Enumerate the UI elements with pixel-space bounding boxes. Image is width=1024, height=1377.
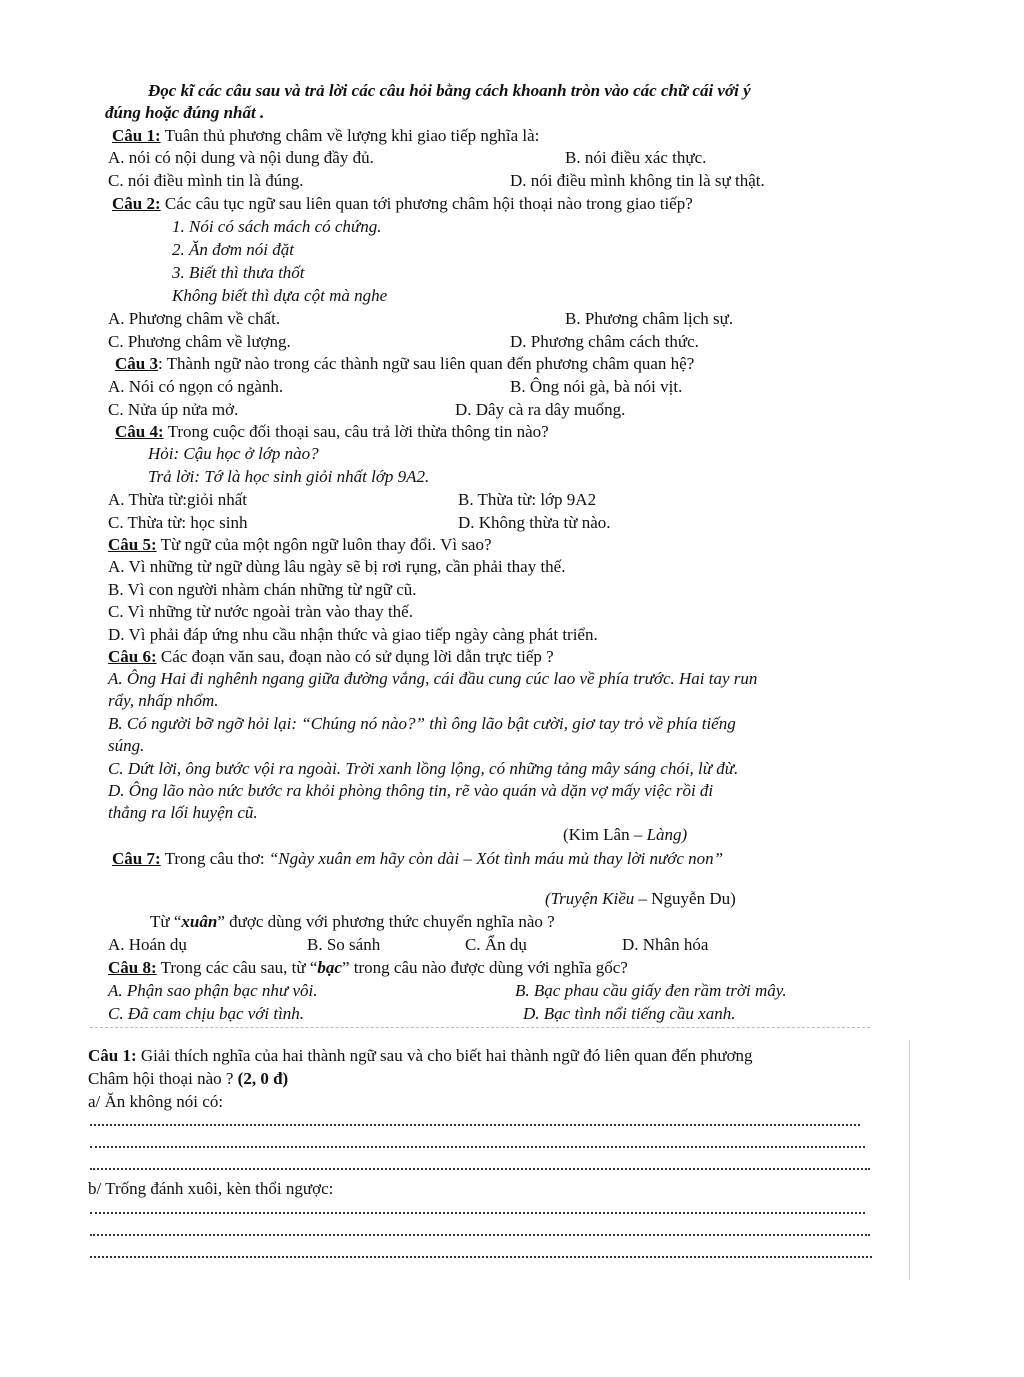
- q2-option-c: C. Phương châm về lượng.: [108, 332, 291, 351]
- q2-option-b: B. Phương châm lịch sự.: [565, 309, 734, 328]
- q6-option-a-line-2: rẩy, nhấp nhổm.: [108, 691, 219, 710]
- question-6-text: Các đoạn văn sau, đoạn nào có sử dụng lời dẫn trực tiếp ?: [156, 647, 554, 666]
- q4-dialogue-answer: Trả lời: Tớ là học sinh giỏi nhất lớp 9A2.: [148, 467, 430, 486]
- question-8-text-post: ” trong câu nào được dùng với nghĩa gốc?: [341, 958, 628, 977]
- q6-option-b-line-2: súng.: [108, 736, 145, 755]
- question-8-word: bạc: [317, 958, 342, 977]
- q2-proverb-3: 3. Biết thì thưa thốt: [172, 263, 305, 282]
- q4-option-d: D. Không thừa từ nào.: [458, 513, 611, 532]
- q7-source: [545, 888, 736, 910]
- q6-source-work: Làng): [646, 825, 688, 844]
- q5-option-a: A. Vì những từ ngữ dùng lâu ngày sẽ bị rơi rụng, cần phải thay thế.: [108, 557, 566, 576]
- question-5-label: Câu 5:: [108, 535, 157, 554]
- q2-option-a: A. Phương châm về chất.: [108, 309, 281, 328]
- question-8: [108, 957, 628, 979]
- instruction-line-2: đúng hoặc đúng nhất .: [105, 103, 265, 122]
- q3-option-c: C. Nửa úp nửa mở.: [108, 400, 239, 419]
- answer-line-b-3[interactable]: [90, 1256, 872, 1258]
- q4-option-b: B. Thừa từ: lớp 9A2: [458, 490, 597, 509]
- q7-stem-word: xuân: [181, 912, 218, 931]
- section-divider: [90, 1027, 870, 1028]
- question-7: [112, 848, 723, 870]
- q8-option-c: C. Đã cam chịu bạc với tình.: [108, 1004, 305, 1023]
- q7-stem: [150, 911, 555, 933]
- q7-source-author: – Nguyễn Du): [634, 889, 736, 908]
- question-1-label: Câu 1:: [112, 126, 161, 145]
- essay-question-text: Giải thích nghĩa của hai thành ngữ sau và cho biết hai thành ngữ đó liên quan đến phương: [136, 1046, 753, 1065]
- q2-option-d: D. Phương châm cách thức.: [510, 332, 699, 351]
- q6-option-d-line-1: D. Ông lão nào nức bước ra khỏi phòng thông tin, rẽ vào quán và dặn vợ mấy việc rồi đi: [108, 781, 714, 800]
- question-7-label: Câu 7:: [112, 849, 161, 868]
- essay-question-label: Câu 1:: [88, 1046, 137, 1065]
- essay-part-b: b/ Trống đánh xuôi, kèn thổi ngược:: [88, 1179, 334, 1198]
- q6-option-d-line-2: thẳng ra lối huyện cũ.: [108, 803, 258, 822]
- question-2-text: Các câu tục ngữ sau liên quan tới phương châm hội thoại nào trong giao tiếp?: [160, 194, 693, 213]
- question-1-text: Tuân thủ phương châm về lượng khi giao tiếp nghĩa là:: [160, 126, 540, 145]
- question-5-text: Từ ngữ của một ngôn ngữ luôn thay đổi. Vì sao?: [156, 535, 492, 554]
- q5-option-b: B. Vì con người nhàm chán những từ ngữ cũ.: [108, 580, 417, 599]
- q3-option-b: B. Ông nói gà, bà nói vịt.: [510, 377, 683, 396]
- q6-source-author: (Kim Lân –: [563, 825, 647, 844]
- answer-line-b-1[interactable]: [90, 1212, 865, 1214]
- question-3: [115, 353, 694, 375]
- question-5: [108, 534, 492, 556]
- q8-option-d: D. Bạc tình nổi tiếng cầu xanh.: [523, 1004, 736, 1023]
- q5-option-c: C. Vì những từ nước ngoài tràn vào thay thế.: [108, 602, 413, 621]
- question-6: [108, 646, 554, 668]
- q8-option-a: A. Phận sao phận bạc như vôi.: [108, 981, 318, 1000]
- q7-stem-post: ” được dùng với phương thức chuyển nghĩa nào ?: [217, 912, 555, 931]
- q7-source-work: (Truyện Kiều: [545, 889, 635, 908]
- essay-question-line-2: [88, 1068, 288, 1090]
- q1-option-b: B. nói điều xác thực.: [565, 148, 707, 167]
- answer-line-a-1[interactable]: [90, 1124, 860, 1126]
- q4-option-c: C. Thừa từ: học sinh: [108, 513, 248, 532]
- question-7-quote: “Ngày xuân em hãy còn dài – Xót tình máu mủ thay lời nước non”: [268, 849, 724, 868]
- q8-option-b: B. Bạc phau cầu giấy đen rầm trời mây.: [515, 981, 787, 1000]
- q1-option-a: A. nói có nội dung và nội dung đầy đủ.: [108, 148, 374, 167]
- answer-line-a-3[interactable]: [90, 1168, 870, 1170]
- q7-option-b: B. So sánh: [307, 935, 381, 954]
- question-2-label: Câu 2:: [112, 194, 161, 213]
- q3-option-a: A. Nói có ngọn có ngành.: [108, 377, 284, 396]
- q2-proverb-1: 1. Nói có sách mách có chứng.: [172, 217, 382, 236]
- q7-option-a: A. Hoán dụ: [108, 935, 187, 954]
- answer-line-b-2[interactable]: [90, 1234, 870, 1236]
- q7-option-d: D. Nhân hóa: [622, 935, 709, 954]
- question-8-text-pre: Trong các câu sau, từ “: [156, 958, 318, 977]
- q2-proverb-4: Không biết thì dựa cột mà nghe: [172, 286, 388, 305]
- q2-proverb-2: 2. Ăn đơm nói đặt: [172, 240, 294, 259]
- question-4: [115, 421, 549, 443]
- instruction-line-1: Đọc kĩ các câu sau và trả lời các câu hỏi bằng cách khoanh tròn vào các chữ cái với ý: [148, 81, 751, 100]
- q7-stem-pre: Từ “: [150, 912, 182, 931]
- question-8-label: Câu 8:: [108, 958, 157, 977]
- question-3-text: : Thành ngữ nào trong các thành ngữ sau liên quan đến phương châm quan hệ?: [157, 354, 695, 373]
- question-4-text: Trong cuộc đối thoại sau, câu trả lời thừa thông tin nào?: [163, 422, 549, 441]
- q1-option-c: C. nói điều mình tin là đúng.: [108, 171, 304, 190]
- q4-dialogue-ask: Hỏi: Cậu học ở lớp nào?: [148, 444, 319, 463]
- question-7-text: Trong câu thơ:: [160, 849, 269, 868]
- q6-option-c: C. Dứt lời, ông bước vội ra ngoài. Trời xanh lồng lộng, có những tảng mây sáng chói, lừ đừ.: [108, 759, 739, 778]
- question-2: [112, 193, 693, 215]
- q5-option-d: D. Vì phải đáp ứng nhu cầu nhận thức và giao tiếp ngày càng phát triển.: [108, 625, 598, 644]
- q6-option-a-line-1: A. Ông Hai đi nghênh ngang giữa đường vắng, cái đầu cung cúc lao về phía trước. Hai tay run: [108, 669, 758, 688]
- essay-points: (2, 0 đ): [237, 1069, 289, 1088]
- q6-option-b-line-1: B. Có người bỡ ngỡ hỏi lại: “Chúng nó nào?” thì ông lão bật cười, giơ tay trỏ về phía tiếng: [108, 714, 736, 733]
- q3-option-d: D. Dây cà ra dây muống.: [455, 400, 626, 419]
- q7-option-c: C. Ẩn dụ: [465, 935, 527, 954]
- margin-rule: [909, 1040, 910, 1280]
- q4-option-a: A. Thừa từ:giỏi nhất: [108, 490, 247, 509]
- essay-question-line-1: [88, 1045, 753, 1067]
- question-3-label: Câu 3: [115, 354, 158, 373]
- essay-question-text-2: Châm hội thoại nào ?: [88, 1069, 238, 1088]
- question-6-label: Câu 6:: [108, 647, 157, 666]
- answer-line-a-2[interactable]: [90, 1146, 865, 1148]
- q6-source: [563, 824, 687, 846]
- question-4-label: Câu 4:: [115, 422, 164, 441]
- essay-part-a: a/ Ăn không nói có:: [88, 1092, 224, 1111]
- question-1: [112, 125, 539, 147]
- q1-option-d: D. nói điều mình không tin là sự thật.: [510, 171, 765, 190]
